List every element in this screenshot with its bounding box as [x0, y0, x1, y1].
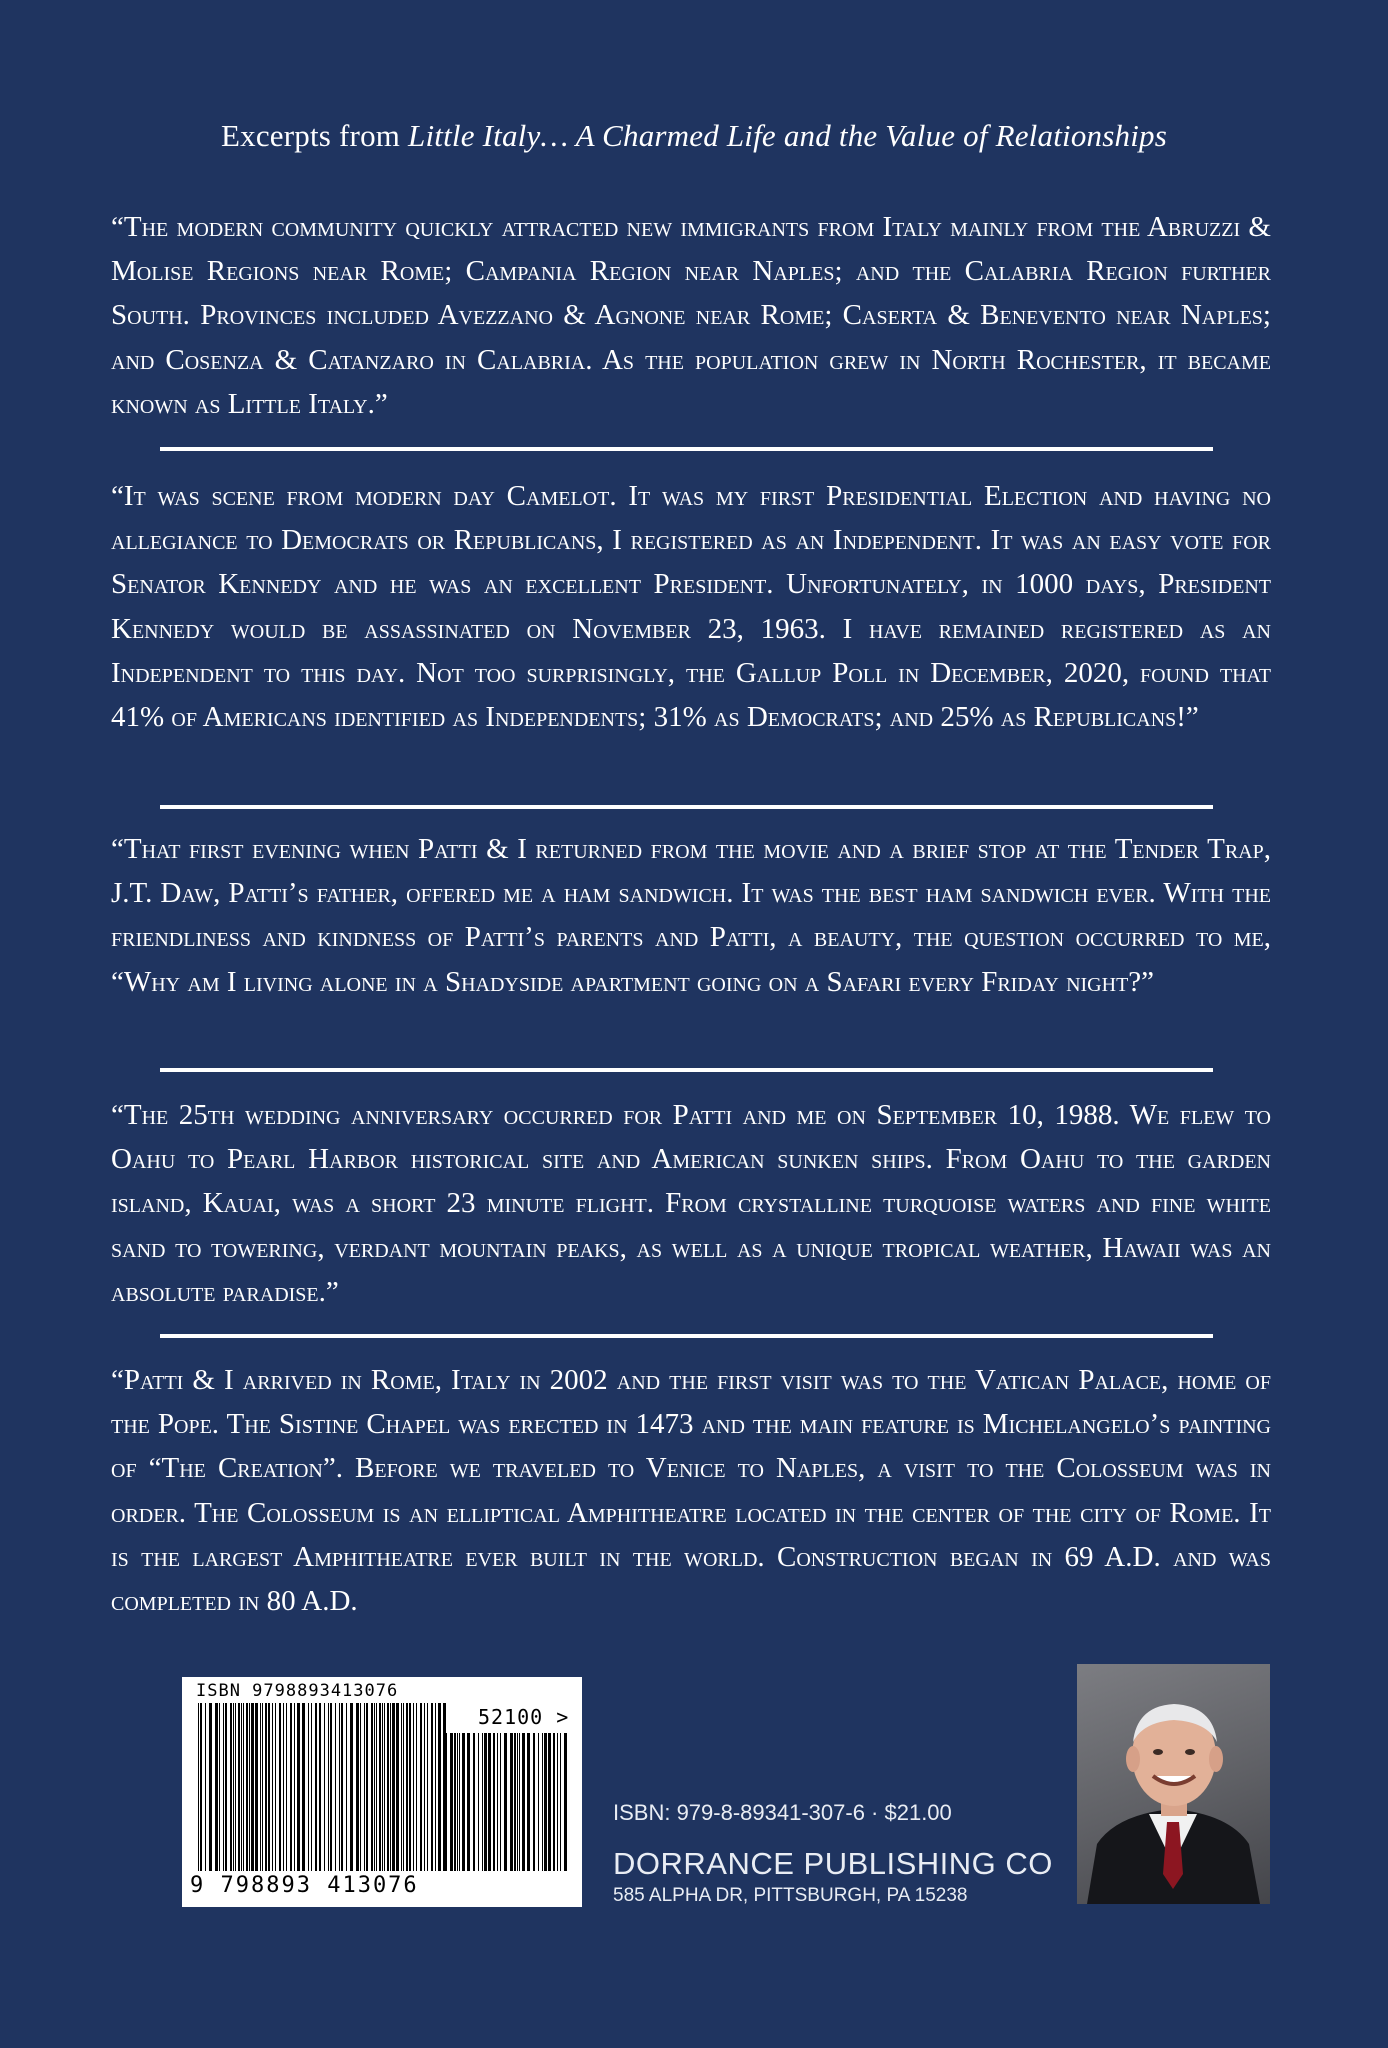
excerpt-camelot: “It was scene from modern day Camelot. It was my first Presidential Election and having no allegiance to Democrats or Republicans, I registered as an Independent. It was an easy vote for Senator Kennedy and he was an excellent President. Unfortunately, in 1000 days, President Kennedy would be assassinated on November 23, 1963. I have remained registered as an Independent to this day. Not too surprisingly, the Gallup Poll in December, 2020, found that 41% of Americans identified as Independents; 31% as Democrats; and 25% as Republicans!”: [111, 480, 1271, 734]
author-portrait-illustration: [1077, 1664, 1270, 1904]
isbn-price: ISBN: 979-8-89341-307-6 · $21.00: [613, 1800, 952, 1825]
excerpt-anniversary: “The 25th wedding anniversary occurred for Patti and me on September 10, 1988. We flew to Oahu to Pearl Harbor historical site and American sunken ships. From Oahu to the garden island, Kauai, was a short 23 minute flight. From crystalline turquoise waters and fine white sand to towering, verdant mountain peaks, as well as a unique tropical weather, Hawaii was an absolute paradise.”: [111, 1099, 1271, 1308]
publisher-address: 585 ALPHA DR, PITTSBURGH, PA 15238: [613, 1885, 968, 1906]
divider-rule: [160, 1334, 1213, 1338]
publisher-name: DORRANCE PUBLISHING CO: [613, 1846, 1053, 1881]
excerpt-first-evening: “That first evening when Patti & I returned from the movie and a brief stop at the Tender Trap, J.T. Daw, Patti’s father, offered me a ham sandwich. It was the best ham sandwich ever. With the friendliness and kindness of Patti’s parents and Patti, a beauty, the question occurred to me, “Why am I living alone in a Shadyside apartment going on a Safari every Friday night?”: [111, 833, 1271, 998]
book-title: Little Italy… A Charmed Life and the Value of Relationships: [408, 118, 1167, 153]
excerpt-rome: “Patti & I arrived in Rome, Italy in 2002 and the first visit was to the Vatican Palace, home of the Pope. The Sistine Chapel was erected in 1473 and the main feature is Michelangelo’s painting of “The Creation”. Before we traveled to Venice to Naples, a visit to the Colosseum was in order. The Colosseum is an elliptical Amphitheatre located in the center of the city of Rome. It is the largest Amphitheatre ever built in the world. Construction began in 69 A.D. and was completed in 80 A.D.: [111, 1364, 1271, 1618]
excerpt-little-italy: “The modern community quickly attracted new immigrants from Italy mainly from the Abruzzi & Molise Regions near Rome; Campania Region near Naples; and the Calabria Region further South. Provinces included Avezzano & Agnone near Rome; Caserta & Benevento near Naples; and Cosenza & Catanzaro in Calabria. As the population grew in North Rochester, it became known as Little Italy.”: [111, 211, 1271, 420]
barcode-isbn-label: ISBN 9798893413076: [196, 1681, 399, 1701]
cover-heading: [0, 118, 1388, 154]
barcode-digits: 9 798893 413076: [190, 1873, 419, 1898]
divider-rule: [160, 1068, 1213, 1072]
price-barcode-bars: [442, 1733, 567, 1871]
author-photo: [1077, 1664, 1270, 1904]
isbn-barcode: [182, 1677, 582, 1907]
divider-rule: [160, 805, 1213, 809]
heading-prefix: Excerpts from: [221, 118, 409, 153]
barcode-bars: [196, 1703, 451, 1871]
divider-rule: [160, 447, 1213, 451]
barcode-price-code: 52100 >: [478, 1705, 570, 1729]
